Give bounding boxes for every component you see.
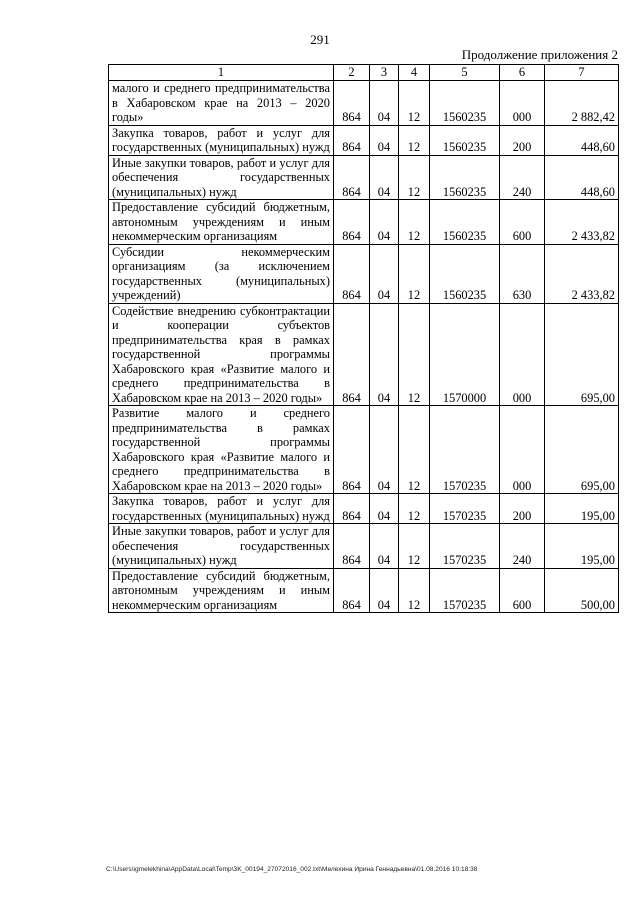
continuation-label: Продолжение приложения 2: [461, 47, 618, 62]
cell-code: 864: [334, 303, 370, 406]
row-name: Иные закупки товаров, работ и услуг для обеспечения государственных (муниципальных) нужд: [109, 155, 334, 200]
row-name: Развитие малого и среднего предпринимательства в рамках государственной программы Хабаровского края «Развитие малого и среднего предпринимательства в Хабаровском крае на 2013 – 2020 годы»: [109, 406, 334, 494]
cell-code: 864: [334, 200, 370, 245]
cell-expense-type: 200: [500, 494, 545, 524]
cell-amount: 195,00: [545, 494, 619, 524]
column-header: 4: [399, 65, 430, 81]
cell-amount: 695,00: [545, 406, 619, 494]
cell-subsection: 12: [399, 303, 430, 406]
row-name: Предоставление субсидий бюджетным, автономным учреждениям и иным некоммерческим организациям: [109, 568, 334, 613]
cell-target: 1560235: [430, 200, 500, 245]
table-row: [109, 244, 619, 303]
cell-target: 1560235: [430, 81, 500, 126]
table-row: [109, 494, 619, 524]
cell-target: 1570235: [430, 494, 500, 524]
cell-target: 1560235: [430, 125, 500, 155]
cell-expense-type: 600: [500, 568, 545, 613]
cell-code: 864: [334, 155, 370, 200]
table-row: [109, 406, 619, 494]
cell-section: 04: [370, 81, 399, 126]
cell-expense-type: 000: [500, 303, 545, 406]
cell-subsection: 12: [399, 524, 430, 569]
page-number: 291: [310, 32, 330, 47]
cell-expense-type: 630: [500, 244, 545, 303]
footer-file-path: C:\Users\igmelekhina\AppData\Local\Temp\3K_00194_27072016_002.txt\Мелехина Ирина Геннадьевна\01.08.2016 10:18:38: [106, 866, 478, 873]
row-name: Закупка товаров, работ и услуг для государственных (муниципальных) нужд: [109, 494, 334, 524]
cell-subsection: 12: [399, 494, 430, 524]
column-header: 1: [109, 65, 334, 81]
cell-target: 1560235: [430, 155, 500, 200]
table-row: [109, 303, 619, 406]
cell-code: 864: [334, 125, 370, 155]
cell-section: 04: [370, 244, 399, 303]
cell-subsection: 12: [399, 81, 430, 126]
table-row: [109, 568, 619, 613]
cell-subsection: 12: [399, 406, 430, 494]
cell-section: 04: [370, 494, 399, 524]
row-name: малого и среднего предпринимательства в Хабаровском крае на 2013 – 2020 годы»: [109, 81, 334, 126]
cell-target: 1570235: [430, 406, 500, 494]
cell-amount: 448,60: [545, 125, 619, 155]
cell-code: 864: [334, 568, 370, 613]
column-header: 5: [430, 65, 500, 81]
cell-target: 1570000: [430, 303, 500, 406]
cell-section: 04: [370, 303, 399, 406]
cell-section: 04: [370, 155, 399, 200]
cell-subsection: 12: [399, 244, 430, 303]
cell-section: 04: [370, 200, 399, 245]
cell-subsection: 12: [399, 155, 430, 200]
table-header-row: [109, 65, 619, 81]
cell-subsection: 12: [399, 200, 430, 245]
cell-code: 864: [334, 524, 370, 569]
budget-table: [108, 64, 619, 613]
cell-section: 04: [370, 568, 399, 613]
cell-expense-type: 600: [500, 200, 545, 245]
cell-amount: 695,00: [545, 303, 619, 406]
cell-expense-type: 240: [500, 155, 545, 200]
column-header: 2: [334, 65, 370, 81]
cell-target: 1570235: [430, 524, 500, 569]
row-name: Содействие внедрению субконтрактации и кооперации субъектов предпринимательства края в рамках государственной программы Хабаровского края «Развитие малого и среднего предпринимательства в Хабаровском крае на 2013 – 2020 годы»: [109, 303, 334, 406]
cell-expense-type: 000: [500, 406, 545, 494]
cell-amount: 2 882,42: [545, 81, 619, 126]
cell-code: 864: [334, 244, 370, 303]
cell-section: 04: [370, 524, 399, 569]
cell-target: 1560235: [430, 244, 500, 303]
row-name: Иные закупки товаров, работ и услуг для обеспечения государственных (муниципальных) нужд: [109, 524, 334, 569]
cell-amount: 448,60: [545, 155, 619, 200]
column-header: 7: [545, 65, 619, 81]
cell-section: 04: [370, 125, 399, 155]
cell-subsection: 12: [399, 568, 430, 613]
row-name: Закупка товаров, работ и услуг для государственных (муниципальных) нужд: [109, 125, 334, 155]
cell-amount: 195,00: [545, 524, 619, 569]
cell-subsection: 12: [399, 125, 430, 155]
row-name: Субсидии некоммерческим организациям (за исключением государственных (муниципальных) учреждений): [109, 244, 334, 303]
cell-section: 04: [370, 406, 399, 494]
column-header: 3: [370, 65, 399, 81]
row-name: Предоставление субсидий бюджетным, автономным учреждениям и иным некоммерческим организациям: [109, 200, 334, 245]
cell-amount: 2 433,82: [545, 244, 619, 303]
table-row: [109, 524, 619, 569]
table-row: [109, 81, 619, 126]
cell-target: 1570235: [430, 568, 500, 613]
cell-expense-type: 240: [500, 524, 545, 569]
cell-code: 864: [334, 406, 370, 494]
cell-amount: 2 433,82: [545, 200, 619, 245]
table-row: [109, 155, 619, 200]
cell-amount: 500,00: [545, 568, 619, 613]
cell-expense-type: 200: [500, 125, 545, 155]
cell-expense-type: 000: [500, 81, 545, 126]
cell-code: 864: [334, 494, 370, 524]
table-row: [109, 125, 619, 155]
cell-code: 864: [334, 81, 370, 126]
column-header: 6: [500, 65, 545, 81]
table-row: [109, 200, 619, 245]
